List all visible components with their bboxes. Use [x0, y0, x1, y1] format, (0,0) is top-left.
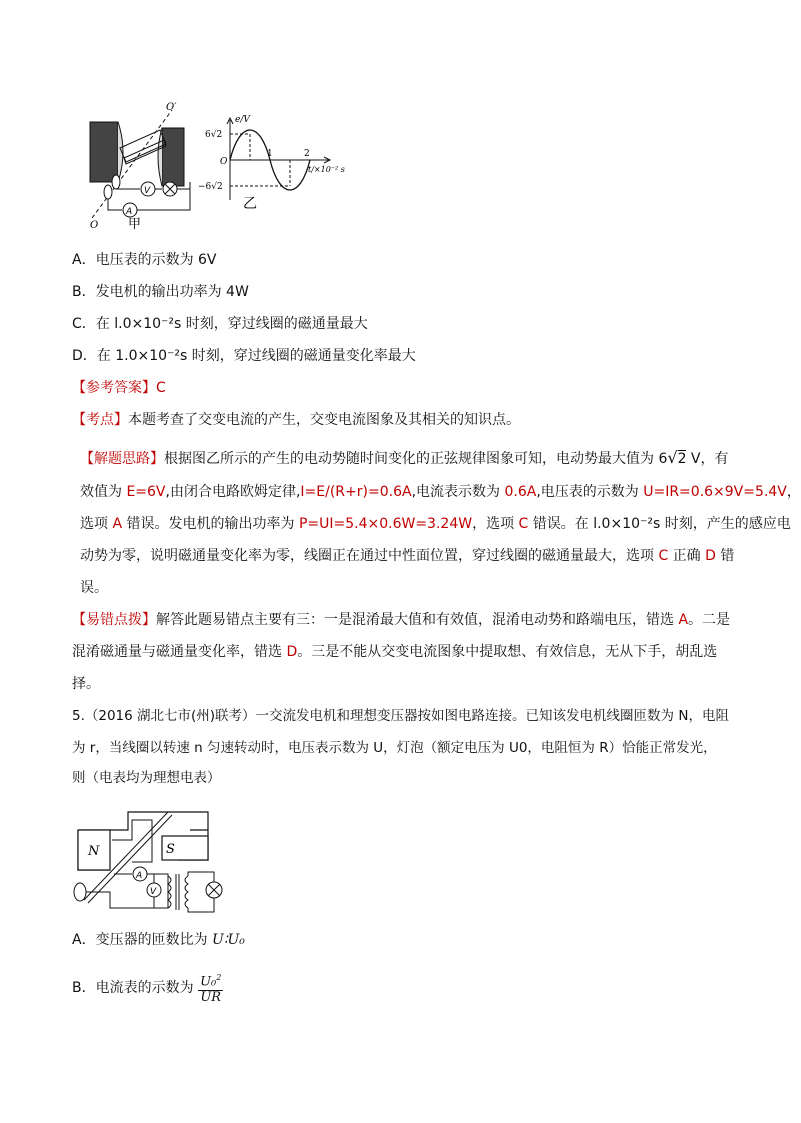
solution-text: ,电流表示数为	[411, 484, 505, 500]
graph-tick-top: 6√2	[205, 130, 223, 140]
solution-text: 正确	[668, 548, 706, 564]
pitfall-text: 解答此题易错点主要有三：一是混淆最大值和有效值，混淆电动势和路端电压，错选	[156, 612, 679, 628]
q5-line-1: 5.（2016 湖北七市(州)联考）一交流发电机和理想变压器按如图电路连接。已知该发电机线圈匝数为 N，电阻	[72, 708, 729, 724]
option-b: B．发电机的输出功率为 4W	[72, 284, 249, 300]
solution-highlight: P=UI=5.4×0.6W=3.24W	[298, 516, 473, 532]
option-d: D．在 1.0×10⁻²s 时刻，穿过线圈的磁通量变化率最大	[72, 348, 416, 364]
graph-tick-bottom: −6√2	[198, 182, 223, 192]
fraction-numerator: U₀	[200, 974, 217, 990]
option-c: C．在 l.0×10⁻²s 时刻，穿过线圈的磁通量最大	[72, 316, 368, 332]
point-o: O	[90, 220, 99, 231]
q5-option-a	[72, 930, 245, 950]
pitfall-highlight: A	[678, 612, 689, 628]
solution-line-4	[80, 546, 740, 566]
solution-text: 效值为	[80, 484, 127, 500]
solution-text: ，	[786, 484, 801, 500]
kaodian	[72, 410, 520, 430]
magnet-n-label: N	[88, 844, 100, 859]
q5-option-a-math: U∶U₀	[212, 932, 245, 948]
solution-highlight: 0.6A	[504, 484, 537, 500]
solution-highlight: C	[658, 548, 669, 564]
kaodian-tag: 【考点】	[72, 412, 128, 428]
solution-text: ,由闭合电路欧姆定律,	[165, 484, 301, 500]
point-o-prime: O′	[166, 102, 177, 113]
solution-text: 选项	[80, 516, 113, 532]
solution-text: 动势为零，说明磁通量变化率为零，线圈正在通过中性面位置，穿过线圈的磁通量最大，选项	[80, 548, 659, 564]
solution-text: ，选项	[472, 516, 519, 532]
solution-text: 错误。在 l.0×10⁻²s 时刻，产生的感应电	[528, 516, 791, 532]
label-yi: 乙	[243, 196, 257, 212]
pitfall-highlight: D	[286, 644, 298, 660]
graph-axis-e: e/V	[235, 115, 250, 125]
magnet-right	[158, 128, 184, 186]
kaodian-text: 本题考查了交变电流的产生，交变电流图象及其相关的知识点。	[128, 412, 520, 428]
solution-line-1	[80, 448, 740, 469]
graph-tick-2: 2	[304, 149, 310, 159]
q5-option-b	[72, 968, 223, 1008]
fraction	[198, 971, 223, 1004]
answer-tag: 【参考答案】	[72, 380, 156, 396]
solution-highlight: A	[112, 516, 123, 532]
solution-line-2	[80, 482, 801, 502]
figure-transformer-circuit	[70, 800, 240, 915]
voltmeter-2-label: V	[150, 887, 157, 897]
solution-text: 错	[715, 548, 735, 564]
pitfall-text: 。三是不能从交变电流图象中提取想、有效信息，无从下手，胡乱选	[297, 644, 718, 660]
pitfall-text: 混淆磁通量与磁通量变化率，错选	[72, 644, 287, 660]
solution-highlight: E=6V	[126, 484, 166, 500]
q5-line-2: 为 r，当线圈以转速 n 匀速转动时，电压表示数为 U，灯泡（额定电压为 U0，电阻恒为 R）恰能正常发光，	[72, 740, 717, 756]
solution-text: V，有	[686, 451, 729, 467]
solution-line-3	[80, 514, 791, 534]
voltmeter-symbol: V	[144, 186, 151, 196]
sine-graph	[227, 118, 330, 200]
answer-value: C	[156, 380, 166, 396]
q5-option-b-text: B．电流表的示数为	[72, 980, 199, 996]
graph-origin: O	[220, 157, 228, 167]
sqrt-value: 2	[677, 451, 687, 467]
q5-option-a-text: A．变压器的匝数比为	[72, 932, 213, 948]
magnet-frame	[78, 812, 208, 870]
solution-highlight: D	[705, 548, 716, 564]
solution-highlight: U=IR=0.6×9V=5.4V	[643, 484, 787, 500]
slip-ring	[74, 883, 86, 901]
ammeter-symbol: A	[126, 207, 133, 217]
fraction-denominator: UR	[200, 989, 222, 1005]
figure-generator-graph	[80, 100, 380, 230]
pitfall-line-3: 择。	[72, 676, 100, 692]
pitfall-line-2	[72, 642, 732, 662]
solution-tag: 【解题思路】	[80, 451, 164, 467]
pitfall-tag: 【易错点拨】	[72, 612, 156, 628]
solution-highlight: C	[518, 516, 529, 532]
option-a: A．电压表的示数为 6V	[72, 252, 217, 268]
pitfall-line-1	[72, 610, 732, 630]
magnet-s-label: S	[166, 842, 175, 857]
sqrt-sign: √	[667, 448, 678, 467]
solution-highlight: I=E/(R+r)=0.6A	[300, 484, 412, 500]
graph-axis-t: t/×10⁻² s	[308, 165, 345, 174]
reference-answer	[72, 378, 166, 398]
lamp	[206, 882, 222, 898]
solution-text: 错误。发电机的输出功率为	[122, 516, 299, 532]
label-jia: 甲	[128, 217, 142, 232]
fraction-exponent: 2	[216, 973, 222, 983]
solution-text: 根据图乙所示的产生的电动势随时间变化的正弦规律图象可知，电动势最大值为 6	[164, 451, 668, 467]
graph-tick-1: 1	[267, 149, 273, 159]
solution-text: ,电压表的示数为	[536, 484, 644, 500]
solution-line-5: 误。	[80, 580, 108, 596]
ammeter-2-label: A	[136, 871, 143, 881]
magnet-left	[90, 122, 123, 182]
q5-line-3: 则（电表均为理想电表）	[72, 770, 221, 786]
pitfall-text: 。二是	[688, 612, 731, 628]
